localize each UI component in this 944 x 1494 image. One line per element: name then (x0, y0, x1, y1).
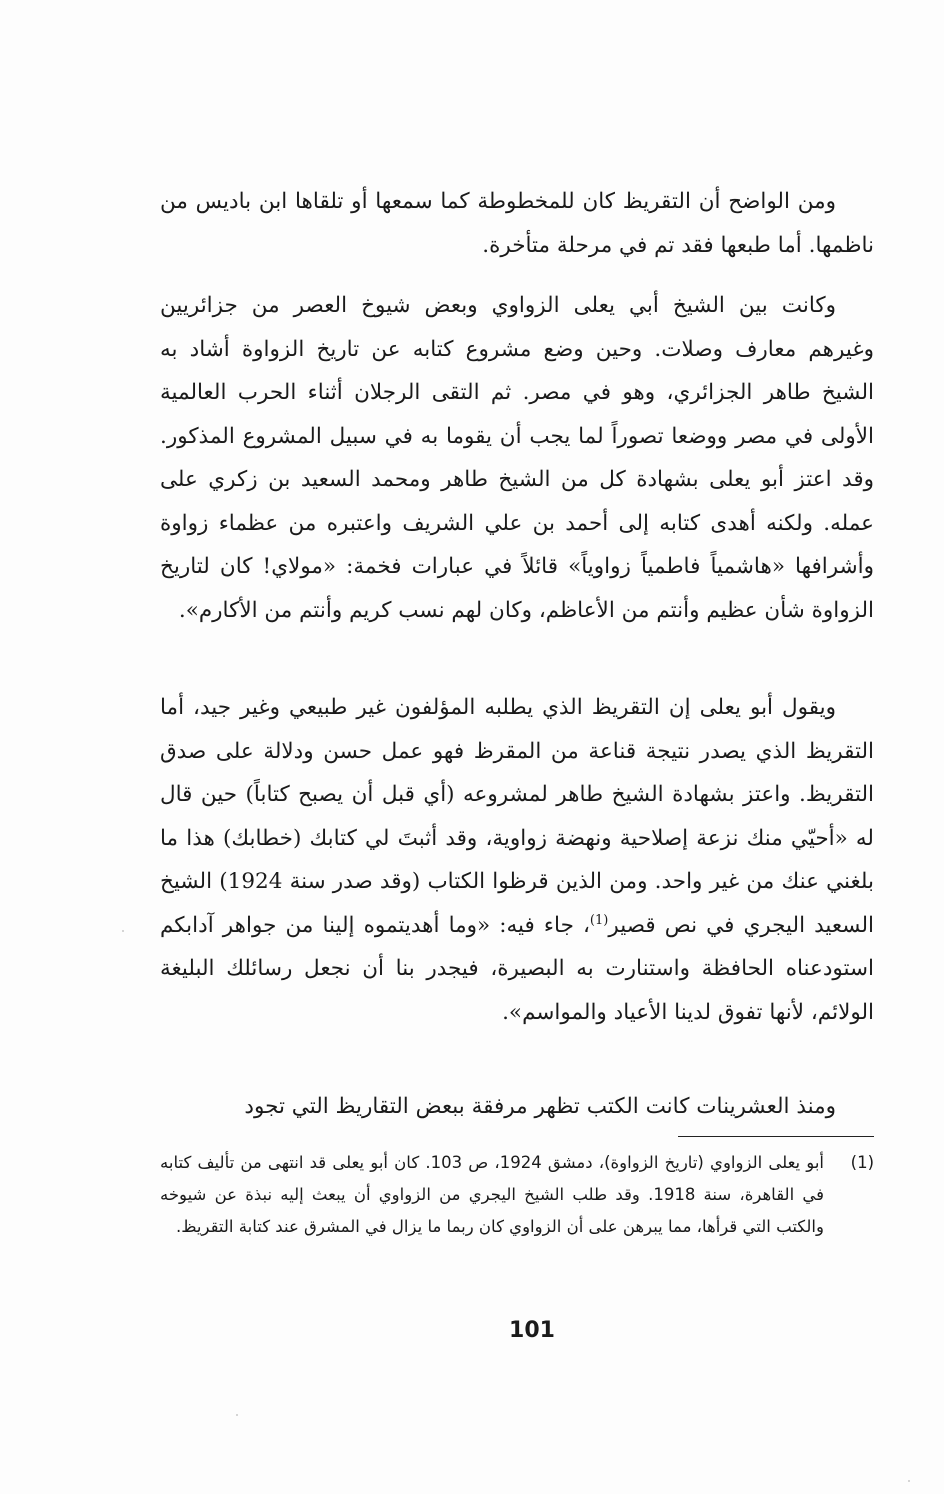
scan-speck (236, 1414, 238, 1416)
paragraph-2-text: وكانت بين الشيخ أبي يعلى الزواوي وبعض شيوخ العصر من جزائريين وغيرهم معارف وصلات. وحين وضع مشروع كتابه عن تاريخ الزواوة أشاد به الشيخ طاهر الجزائري، وهو في مصر. ثم التقى الرجلان أثناء الحرب العالمية الأولى في مصر ووضعا تصوراً لما يجب أن يقوما به في سبيل المشروع المذكور. وقد اعتز أبو يعلى بشهادة كل من الشيخ طاهر ومحمد السعيد بن زكري على عمله. ولكنه أهدى كتابه إلى أحمد بن علي الشريف واعتبره من عظماء زواوة وأشرافها «هاشمياً فاطمياً زواوياً» قائلاً في عبارات فخمة: «مولاي! كان لتاريخ الزواوة شأن عظيم وأنتم من الأعاظم، وكان لهم نسب كريم وأنتم من الأكارم». (160, 293, 874, 623)
footnote (160, 1147, 874, 1243)
footnote-separator (678, 1136, 874, 1137)
paragraph-3 (160, 686, 874, 1034)
paragraph-3-text (160, 686, 874, 1034)
footnote-reference: (1) (589, 912, 609, 928)
footnote-text: أبو يعلى الزواوي (تاريخ الزواوة)، دمشق 1924، ص 103. كان أبو يعلى قد انتهى من تأليف كتابه في القاهرة، سنة 1918. وقد طلب الشيخ اليجري من الزواوي أن يبعث إليه نبذة عن شيوخه والكتب التي قرأها، مما يبرهن على أن الزواوي كان ربما ما يزال في المشرق عند كتابة التقريظ. (160, 1153, 825, 1236)
scan-speck (122, 930, 124, 932)
footnote-marker: (1) (850, 1153, 874, 1172)
paragraph-2 (160, 284, 874, 632)
paragraph-3-after: ، جاء فيه: «وما أهديتموه إلينا من جواهر آدابكم استودعناه الحافظة واستنارت به البصيرة، فيجدر بنا أن نجعل رسائلك البليغة الولائم، لأنها تفوق لدينا الأعياد والمواسم». (160, 912, 874, 1025)
paragraph-3-before: ويقول أبو يعلى إن التقريظ الذي يطلبه المؤلفون غير طبيعي وغير جيد، أما التقريظ الذي يصدر نتيجة قناعة من المقرظ فهو عمل حسن ودلالة على صدق التقريظ. واعتز بشهادة الشيخ طاهر لمشروعه (أي قبل أن يصبح كتاباً) حين قال له «أحيّي منك نزعة إصلاحية ونهضة زواوية، وقد أثبتَ لي كتابك (خطابك) هذا ما بلغني عنك من غير واحد. ومن الذين قرظوا الكتاب (وقد صدر سنة 1924) الشيخ السعيد اليجري في نص قصير (160, 695, 874, 938)
paragraph-4-text: ومنذ العشرينات كانت الكتب تظهر مرفقة ببعض التقاريظ التي تجود (244, 1094, 836, 1119)
page-number: 101 (509, 1318, 555, 1343)
paragraph-1 (160, 180, 874, 267)
paragraph-1-text: ومن الواضح أن التقريظ كان للمخطوطة كما سمعها أو تلقاها ابن باديس من ناظمها. أما طبعها فقد تم في مرحلة متأخرة. (160, 189, 874, 258)
scan-speck (908, 1480, 910, 1482)
paragraph-4 (160, 1085, 874, 1129)
